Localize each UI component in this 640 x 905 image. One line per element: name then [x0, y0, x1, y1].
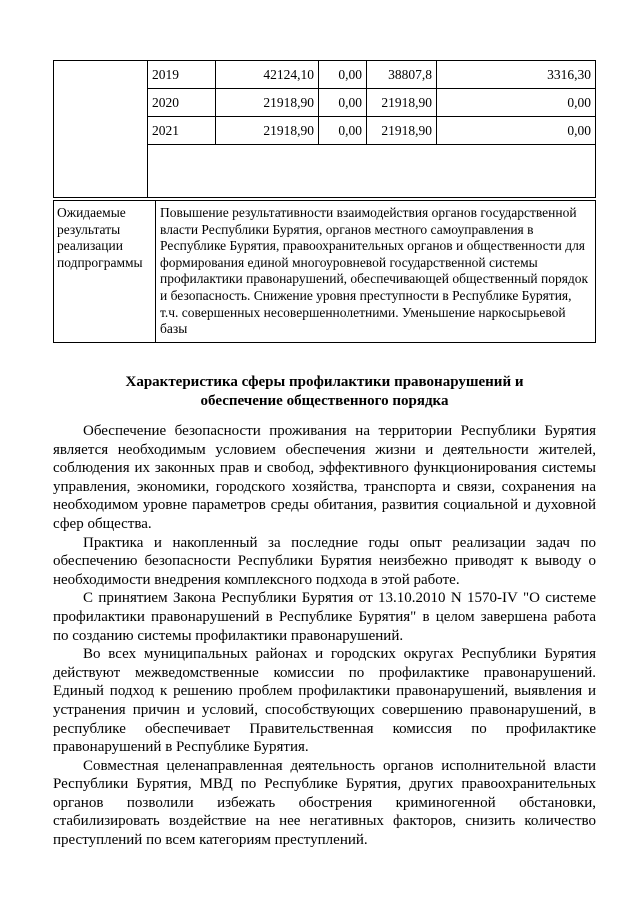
other-cell: 0,00	[437, 117, 596, 145]
table-row	[54, 61, 596, 89]
paragraph: Практика и накопленный за последние годы опыт реализации задач по обеспечению безопасности Республики Бурятия неизбежно приводят к выводу о необходимости внедрения комплексного подхода в этой работе.	[53, 534, 596, 588]
year-cell: 2019	[148, 61, 216, 89]
table-row	[54, 201, 596, 343]
paragraph: Обеспечение безопасности проживания на территории Республики Бурятия является необходимым условием обеспечения жизни и деятельности жителей, соблюдения их законных прав и свобод, эффективного функционирования системы управления, экономики, городского хозяйства, транспорта и связи, сохранения на необходимом уровне параметров среды обитания, развития социальной и духовной сфер общества.	[53, 423, 596, 532]
paragraph: Во всех муниципальных районах и городских округах Республики Бурятия действуют межведомственные комиссии по профилактике правонарушений. Единый подход к решению проблем профилактики правонарушений, выявления и устранения причин и условий, способствующих совершению правонарушений, в республике обеспечивает Правительственная комиссия по профилактике правонарушений в Республике Бурятия.	[53, 646, 596, 756]
year-cell: 2021	[148, 117, 216, 145]
funding-label-cell	[54, 61, 148, 198]
funding-table-body	[54, 61, 596, 198]
federal-cell: 0,00	[319, 117, 367, 145]
section-heading	[53, 373, 596, 411]
federal-cell: 0,00	[319, 89, 367, 117]
other-cell: 0,00	[437, 89, 596, 117]
other-cell: 3316,30	[437, 61, 596, 89]
republic-cell: 21918,90	[367, 117, 437, 145]
expected-results-text: Повышение результативности взаимодействия органов государственной власти Республики Бурятия, органов местного самоуправления в Республике Бурятия, правоохранительных органов и общественности для формирования единой многоуровневой государственной системы профилактики правонарушений, обеспечивающей общественный порядок и безопасность. Снижение уровня преступности в Республике Бурятия, т.ч. совершенных несовершеннолетними. Уменьшение наркосырьевой базы	[156, 201, 596, 343]
funding-table	[53, 60, 596, 198]
federal-cell: 0,00	[319, 61, 367, 89]
total-cell: 42124,10	[216, 61, 319, 89]
republic-cell: 38807,8	[367, 61, 437, 89]
paragraph: С принятием Закона Республики Бурятия от 13.10.2010 N 1570-IV "О системе профилактики правонарушений в Республике Бурятия" в целом завершена работа по созданию системы профилактики правонарушений.	[53, 590, 596, 644]
paragraph: Совместная целенаправленная деятельность органов исполнительной власти Республики Бурятия, МВД по Республике Бурятия, других правоохранительных органов позволили избежать обострения криминогенной обстановки, стабилизировать воздействие на нее негативных факторов, снизить количество преступлений по всем категориям преступлений.	[53, 757, 596, 849]
section-body	[53, 422, 596, 850]
total-cell: 21918,90	[216, 117, 319, 145]
empty-cell	[148, 145, 596, 198]
republic-cell: 21918,90	[367, 89, 437, 117]
section-heading-line-1: Характеристика сферы профилактики правонарушений и	[125, 374, 524, 390]
expected-results-label: Ожидаемые результаты реализации подпрограммы	[54, 201, 156, 343]
section-heading-line-2: обеспечение общественного порядка	[200, 393, 449, 409]
expected-results-table	[53, 200, 596, 343]
year-cell: 2020	[148, 89, 216, 117]
total-cell: 21918,90	[216, 89, 319, 117]
